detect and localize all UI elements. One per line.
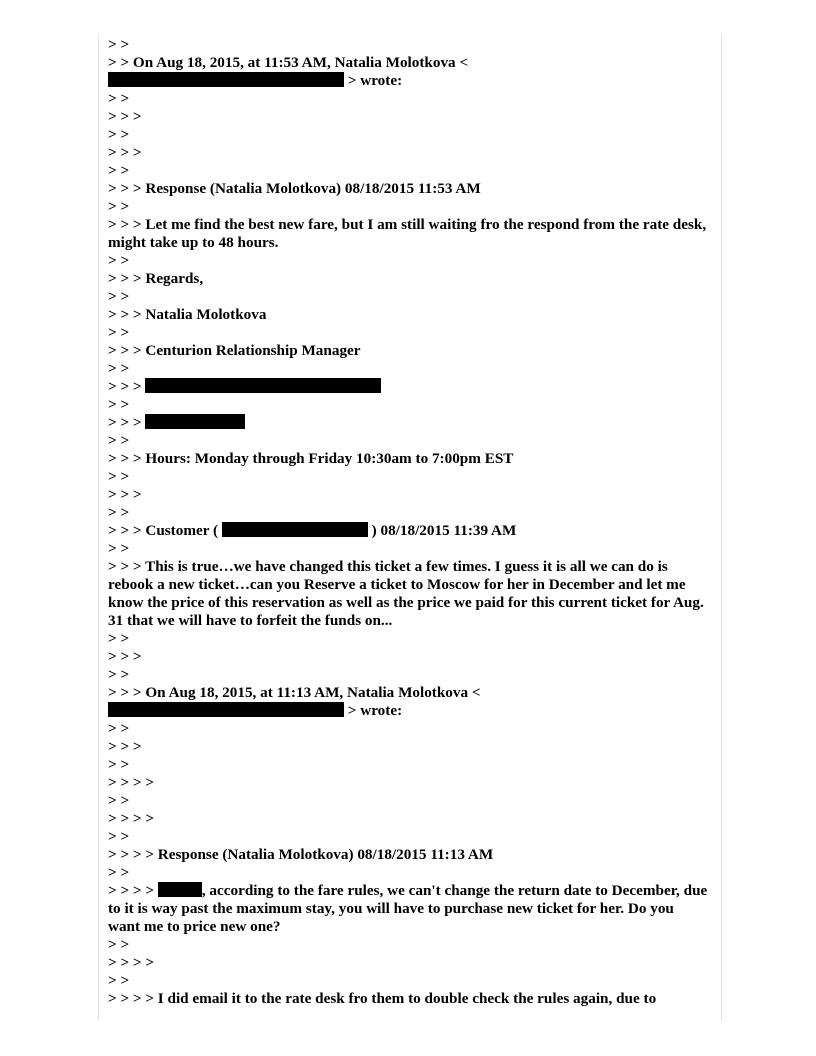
quote-line: > > bbox=[108, 504, 130, 521]
quote-line: > > bbox=[108, 972, 130, 989]
signature-name: > > > Natalia Molotkova bbox=[108, 306, 267, 323]
quote-line: > > bbox=[108, 90, 130, 107]
quote-line: > > bbox=[108, 126, 130, 143]
quote-line: > > bbox=[108, 288, 130, 305]
signature-title: > > > Centurion Relationship Manager bbox=[108, 342, 361, 359]
quote-line: > > bbox=[108, 936, 130, 953]
email-thread bbox=[108, 36, 712, 1008]
redaction-bar bbox=[158, 882, 202, 897]
email-header-line: > > On Aug 18, 2015, at 11:53 AM, Natalia Molotkova < bbox=[108, 54, 469, 71]
quote-line: > > > > bbox=[108, 810, 155, 827]
customer-header bbox=[108, 522, 708, 540]
quote-prefix: > > > bbox=[108, 414, 146, 431]
quote-line: > > bbox=[108, 756, 130, 773]
customer-timestamp: ) 08/18/2015 11:39 AM bbox=[367, 522, 517, 539]
redaction-bar bbox=[108, 72, 344, 87]
email-header-line bbox=[108, 72, 708, 90]
quote-line: > > bbox=[108, 324, 130, 341]
message-body: > > > > I did email it to the rate desk fro them to double check the rules again, due to bbox=[108, 990, 657, 1007]
quote-line: > > bbox=[108, 198, 130, 215]
quote-line: > > bbox=[108, 162, 130, 179]
quote-line: > > bbox=[108, 36, 130, 53]
quote-line: > > bbox=[108, 792, 130, 809]
quote-line: > > > bbox=[108, 144, 142, 161]
quote-line: > > bbox=[108, 864, 130, 881]
quote-line: > > bbox=[108, 468, 130, 485]
message-body: > > > Let me find the best new fare, but I am still waiting fro the respond from the rate desk, might take up to 48 hours. bbox=[108, 216, 710, 251]
message-text: , according to the fare rules, we can't change the return date to December, due to it is way past the maximum stay, you will have to purchase new ticket for her. Do you want me to price new one? bbox=[108, 882, 712, 935]
hours-line: > > > Hours: Monday through Friday 10:30am to 7:00pm EST bbox=[108, 450, 514, 467]
signature-line: > > > Regards, bbox=[108, 270, 204, 287]
email-header-line bbox=[108, 702, 708, 720]
quote-line: > > bbox=[108, 540, 130, 557]
message-body: > > > This is true…we have changed this ticket a few times. I guess it is all we can do is rebook a new ticket…can you Reserve a ticket to Moscow for her in December and let me know the price of this reservation as well as the price we paid for this current ticket for Aug. 31 that we will have to forfeit the funds on... bbox=[108, 558, 708, 629]
quote-line: > > > bbox=[108, 486, 142, 503]
redaction-bar bbox=[222, 522, 368, 537]
customer-label: > > > Customer ( bbox=[108, 522, 222, 539]
quote-line: > > bbox=[108, 432, 130, 449]
quote-line: > > > > bbox=[108, 954, 155, 971]
quote-line: > > bbox=[108, 666, 130, 683]
redaction-bar bbox=[145, 378, 381, 393]
quote-line: > > bbox=[108, 360, 130, 377]
quote-line: > > > > bbox=[108, 774, 155, 791]
redaction-bar bbox=[108, 702, 344, 717]
redacted-line bbox=[108, 414, 708, 432]
quote-line: > > > bbox=[108, 648, 142, 665]
email-header-line: > > > On Aug 18, 2015, at 11:13 AM, Natalia Molotkova < bbox=[108, 684, 481, 701]
quote-line: > > bbox=[108, 252, 130, 269]
quote-line: > > bbox=[108, 396, 130, 413]
quote-prefix: > > > > bbox=[108, 882, 158, 899]
wrote-label: > wrote: bbox=[344, 72, 403, 89]
quote-line: > > bbox=[108, 720, 130, 737]
quote-line: > > bbox=[108, 630, 130, 647]
wrote-label: > wrote: bbox=[344, 702, 403, 719]
response-header: > > > > Response (Natalia Molotkova) 08/18/2015 11:13 AM bbox=[108, 846, 494, 863]
quote-line: > > bbox=[108, 828, 130, 845]
quote-prefix: > > > bbox=[108, 378, 146, 395]
redacted-line bbox=[108, 378, 708, 396]
message-body bbox=[108, 882, 712, 936]
quote-line: > > > bbox=[108, 738, 142, 755]
redaction-bar bbox=[145, 414, 245, 429]
quote-line: > > > bbox=[108, 108, 142, 125]
response-header: > > > Response (Natalia Molotkova) 08/18/2015 11:53 AM bbox=[108, 180, 481, 197]
